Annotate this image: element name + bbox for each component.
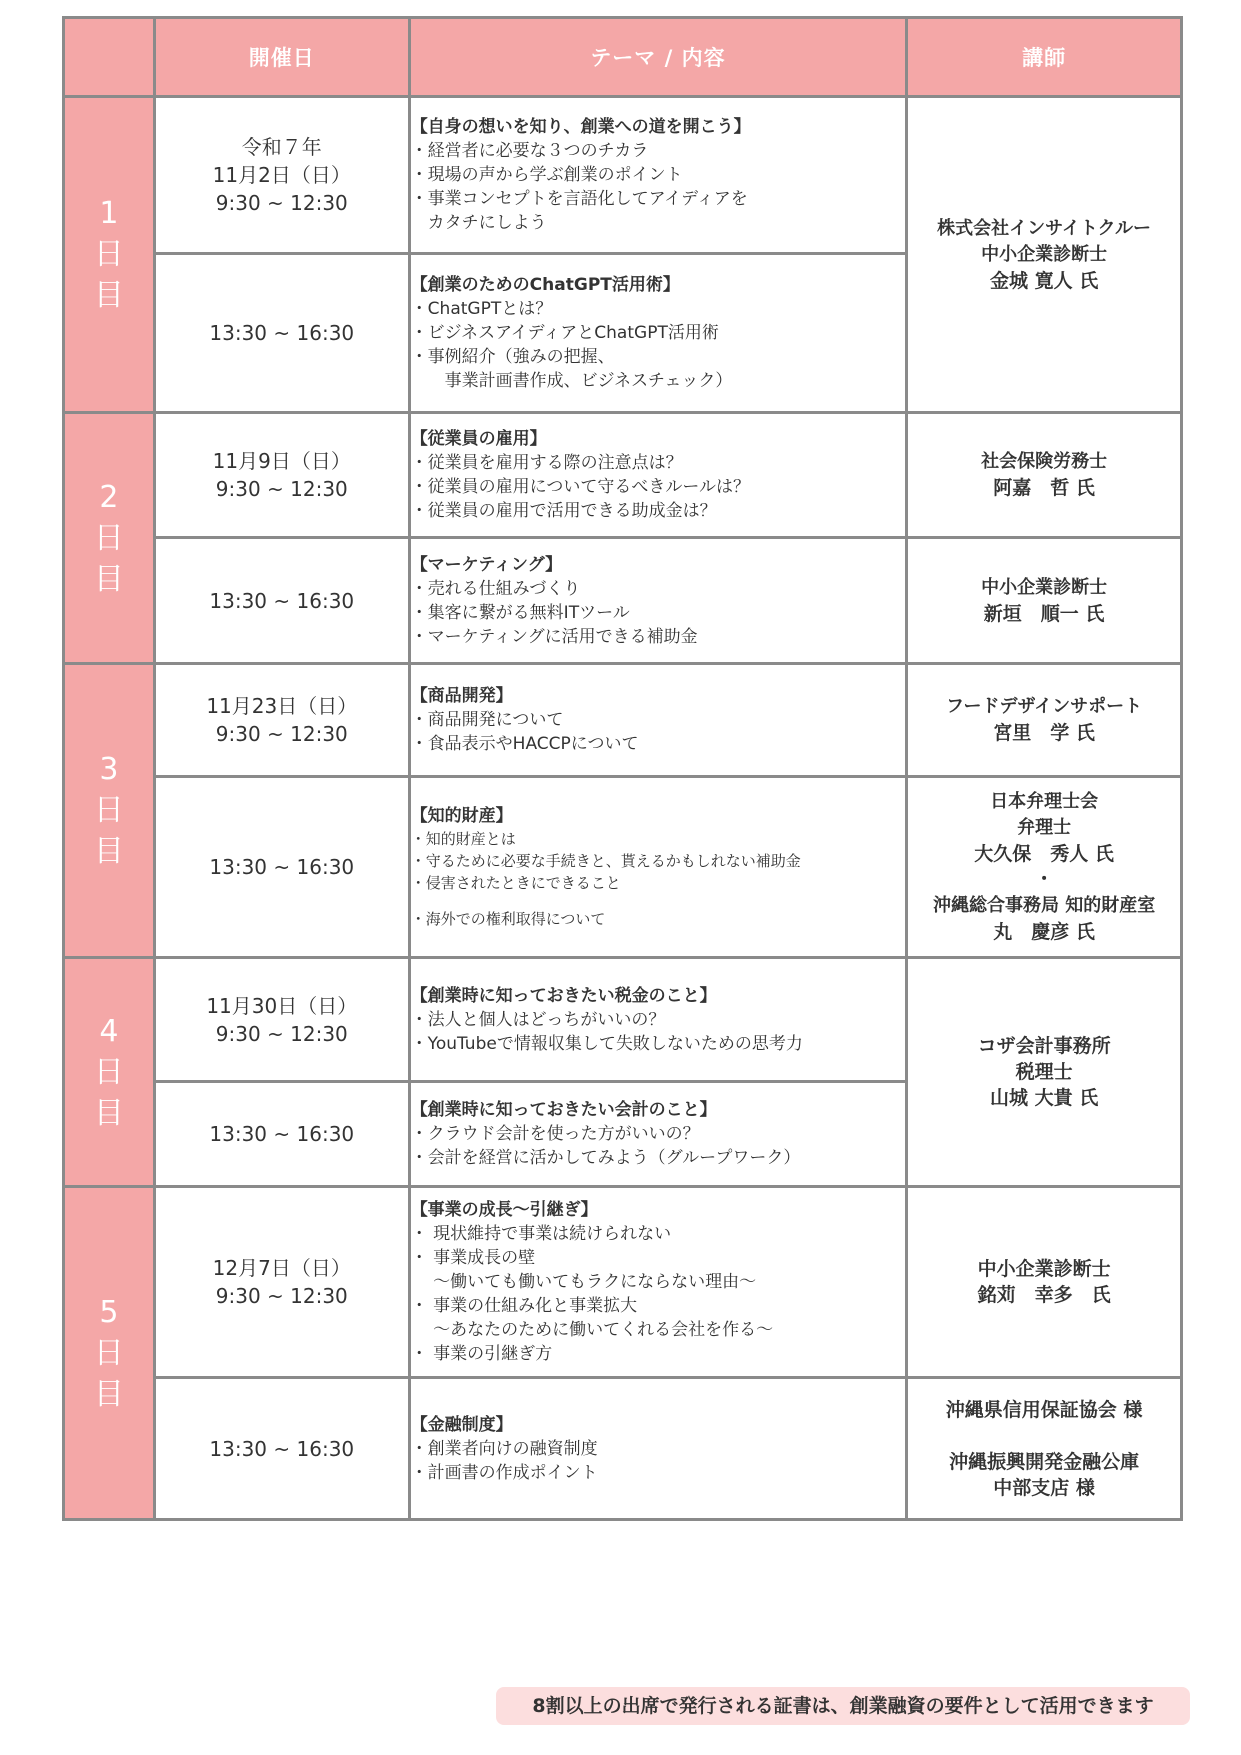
table-row bbox=[64, 1187, 1182, 1378]
day-char: 日 bbox=[93, 520, 124, 556]
theme-item: ・商品開発について bbox=[410, 710, 564, 730]
date-line: 13:30 ~ 16:30 bbox=[209, 1122, 355, 1146]
date-line: 11月23日（日） bbox=[206, 694, 358, 718]
instructor-line: 中部支店 様 bbox=[993, 1476, 1095, 1499]
theme-item: ・侵害されたときにできること bbox=[410, 874, 621, 892]
date-line: 13:30 ~ 16:30 bbox=[209, 855, 355, 879]
table-row bbox=[64, 413, 1182, 538]
theme-title: 【知的財産】 bbox=[410, 806, 513, 826]
theme-item: ・ 事業成長の壁 bbox=[410, 1248, 536, 1268]
day-char: 目 bbox=[93, 561, 124, 597]
day-number: 1 bbox=[99, 196, 119, 231]
theme-title: 【創業時に知っておきたい税金のこと】 bbox=[410, 985, 717, 1006]
theme-item: ・海外での権利取得について bbox=[410, 910, 606, 928]
session-date bbox=[154, 664, 409, 777]
header-instructor: 講師 bbox=[907, 18, 1182, 97]
session-theme bbox=[409, 538, 907, 664]
day-char: 日 bbox=[93, 1054, 124, 1090]
instructor-name: 宮里 学 氏 bbox=[993, 722, 1095, 744]
date-line: 9:30 ~ 12:30 bbox=[215, 722, 348, 746]
session-date bbox=[154, 254, 409, 413]
theme-title: 【創業時に知っておきたい会計のこと】 bbox=[410, 1100, 717, 1120]
certificate-note: 8割以上の出席で発行される証書は、創業融資の要件として活用できます bbox=[496, 1687, 1190, 1725]
table-row bbox=[64, 1378, 1182, 1520]
instructor-line: 株式会社インサイトクルー bbox=[937, 217, 1152, 239]
instructor-line: 中小企業診断士 bbox=[981, 576, 1108, 598]
instructor-line: 沖縄総合事務局 知的財産室 bbox=[932, 895, 1156, 916]
session-theme bbox=[409, 958, 907, 1082]
session-date bbox=[154, 1082, 409, 1187]
instructor-cell bbox=[907, 413, 1182, 538]
instructor-cell bbox=[907, 1187, 1182, 1378]
theme-item: ・YouTubeで情報収集して失敗しないための思考力 bbox=[410, 1033, 803, 1054]
instructor-separator: ・ bbox=[1035, 869, 1054, 890]
theme-item: ・現場の声から学ぶ創業のポイント bbox=[410, 165, 683, 185]
date-line: 9:30 ~ 12:30 bbox=[215, 1021, 348, 1046]
day-label-2 bbox=[64, 413, 155, 664]
header-row bbox=[64, 18, 1182, 97]
day-char: 目 bbox=[93, 834, 124, 869]
theme-item: ・ 事業の引継ぎ方 bbox=[410, 1344, 553, 1364]
theme-item: ・法人と個人はどっちがいいの？ bbox=[410, 1009, 666, 1030]
theme-item: ・計画書の作成ポイント bbox=[410, 1462, 598, 1483]
instructor-line: コザ会計事務所 bbox=[977, 1035, 1111, 1057]
table-row bbox=[64, 97, 1182, 254]
spacer bbox=[908, 1423, 1180, 1449]
theme-item: ・食品表示やHACCPについて bbox=[410, 734, 639, 754]
seminar-schedule-table bbox=[62, 16, 1183, 1521]
table-row bbox=[64, 538, 1182, 664]
theme-item: ・知的財産とは bbox=[410, 830, 516, 848]
day-label-1 bbox=[64, 97, 155, 413]
instructor-cell bbox=[907, 97, 1182, 413]
session-date bbox=[154, 1187, 409, 1378]
session-theme bbox=[409, 97, 907, 254]
instructor-name: 阿嘉 哲 氏 bbox=[993, 477, 1095, 499]
theme-item: ・従業員を雇用する際の注意点は？ bbox=[410, 453, 683, 473]
theme-item: ・従業員の雇用について守るべきルールは？ bbox=[410, 477, 751, 497]
instructor-name: 銘苅 幸多 氏 bbox=[977, 1284, 1111, 1306]
instructor-cell bbox=[907, 1378, 1182, 1520]
theme-item: カタチにしよう bbox=[410, 213, 547, 233]
day-char: 目 bbox=[93, 1095, 124, 1131]
instructor-line: 沖縄県信用保証協会 様 bbox=[945, 1398, 1143, 1421]
date-line: 9:30 ~ 12:30 bbox=[215, 477, 348, 501]
date-line: 令和７年 bbox=[241, 135, 322, 159]
instructor-name: 金城 寛人 氏 bbox=[989, 269, 1099, 292]
theme-item: ・売れる仕組みづくり bbox=[410, 578, 581, 599]
theme-item: ・会計を経営に活かしてみよう（グループワーク） bbox=[410, 1148, 801, 1168]
session-theme bbox=[409, 1082, 907, 1187]
theme-title: 【金融制度】 bbox=[410, 1414, 513, 1435]
session-theme bbox=[409, 1187, 907, 1378]
date-line: 11月9日（日） bbox=[212, 449, 351, 473]
day-number: 2 bbox=[99, 479, 119, 515]
theme-item: ・マーケティングに活用できる補助金 bbox=[410, 626, 698, 647]
day-label-5 bbox=[64, 1187, 155, 1520]
session-theme bbox=[409, 1378, 907, 1520]
theme-item: 事業計画書作成、ビジネスチェック） bbox=[410, 371, 733, 391]
theme-title: 【自身の想いを知り、創業への道を開こう】 bbox=[410, 117, 751, 137]
day-char: 日 bbox=[93, 793, 124, 828]
theme-item: ～あなたのために働いてくれる会社を作る～ bbox=[410, 1320, 774, 1340]
theme-item: ・経営者に必要な３つのチカラ bbox=[410, 141, 649, 161]
day-label-4 bbox=[64, 958, 155, 1187]
instructor-cell bbox=[907, 958, 1182, 1187]
theme-item: ・ 現状維持で事業は続けられない bbox=[410, 1224, 672, 1244]
instructor-line: 弁理士 bbox=[1017, 817, 1072, 838]
instructor-name: 山城 大貴 氏 bbox=[989, 1087, 1099, 1109]
theme-title: 【創業のためのChatGPT活用術】 bbox=[410, 275, 680, 295]
theme-item: ・ビジネスアイディアとChatGPT活用術 bbox=[410, 323, 719, 343]
instructor-line: 社会保険労務士 bbox=[981, 451, 1108, 472]
day-number: 4 bbox=[99, 1013, 119, 1049]
instructor-cell bbox=[907, 664, 1182, 777]
session-date bbox=[154, 777, 409, 958]
instructor-line: フードデザインサポート bbox=[945, 696, 1143, 717]
date-line: 11月2日（日） bbox=[212, 163, 351, 187]
table-row bbox=[64, 664, 1182, 777]
day-char: 日 bbox=[93, 1335, 124, 1371]
day-char: 目 bbox=[93, 278, 124, 313]
day-label-3 bbox=[64, 664, 155, 958]
instructor-line: 中小企業診断士 bbox=[977, 1258, 1111, 1280]
instructor-cell bbox=[907, 538, 1182, 664]
theme-item: ・事業コンセプトを言語化してアイディアを bbox=[410, 189, 748, 209]
session-date bbox=[154, 958, 409, 1082]
instructor-line: 税理士 bbox=[1015, 1061, 1073, 1083]
instructor-cell bbox=[907, 777, 1182, 958]
table-row bbox=[64, 958, 1182, 1082]
day-number: 5 bbox=[99, 1294, 119, 1330]
session-date bbox=[154, 538, 409, 664]
instructor-name: 丸 慶彦 氏 bbox=[993, 921, 1095, 943]
theme-item: ・創業者向けの融資制度 bbox=[410, 1438, 598, 1459]
theme-item: ・守るために必要な手続きと、貰えるかもしれない補助金 bbox=[410, 852, 801, 870]
theme-item: ・集客に繋がる無料ITツール bbox=[410, 602, 630, 623]
date-line: 12月7日（日） bbox=[212, 1256, 351, 1280]
theme-title: 【マーケティング】 bbox=[410, 554, 563, 575]
theme-item: ・事例紹介（強みの把握、 bbox=[410, 347, 615, 367]
theme-item: ・ChatGPTとは？ bbox=[410, 299, 553, 319]
theme-item: ・ 事業の仕組み化と事業拡大 bbox=[410, 1296, 638, 1316]
theme-item: ・従業員の雇用で活用できる助成金は？ bbox=[410, 501, 717, 521]
date-line: 11月30日（日） bbox=[206, 993, 358, 1018]
session-theme bbox=[409, 664, 907, 777]
instructor-line: 中小企業診断士 bbox=[981, 243, 1108, 265]
session-date bbox=[154, 1378, 409, 1520]
session-theme bbox=[409, 254, 907, 413]
day-char: 日 bbox=[93, 237, 124, 272]
instructor-name: 新垣 順一 氏 bbox=[983, 602, 1105, 625]
instructor-name: 大久保 秀人 氏 bbox=[974, 843, 1114, 865]
date-line: 9:30 ~ 12:30 bbox=[215, 191, 348, 215]
spacer bbox=[411, 894, 906, 908]
date-line: 13:30 ~ 16:30 bbox=[209, 588, 355, 613]
header-theme: テーマ / 内容 bbox=[409, 18, 907, 97]
theme-title: 【事業の成長～引継ぎ】 bbox=[410, 1200, 598, 1220]
theme-title: 【商品開発】 bbox=[410, 686, 513, 706]
header-date: 開催日 bbox=[154, 18, 409, 97]
instructor-line: 日本弁理士会 bbox=[990, 791, 1099, 812]
theme-item: ・クラウド会計を使った方がいいの？ bbox=[410, 1124, 700, 1144]
session-date bbox=[154, 97, 409, 254]
table-row bbox=[64, 777, 1182, 958]
session-theme bbox=[409, 413, 907, 538]
date-line: 9:30 ~ 12:30 bbox=[215, 1284, 348, 1308]
header-day-cell bbox=[64, 18, 155, 97]
day-number: 3 bbox=[99, 752, 119, 787]
date-line: 13:30 ~ 16:30 bbox=[209, 1436, 355, 1461]
theme-title: 【従業員の雇用】 bbox=[410, 429, 547, 449]
date-line: 13:30 ~ 16:30 bbox=[209, 321, 355, 345]
session-theme bbox=[409, 777, 907, 958]
theme-item: ～働いても働いてもラクにならない理由～ bbox=[410, 1272, 757, 1292]
instructor-line: 沖縄振興開発金融公庫 bbox=[949, 1450, 1140, 1473]
session-date bbox=[154, 413, 409, 538]
day-char: 目 bbox=[93, 1376, 124, 1412]
